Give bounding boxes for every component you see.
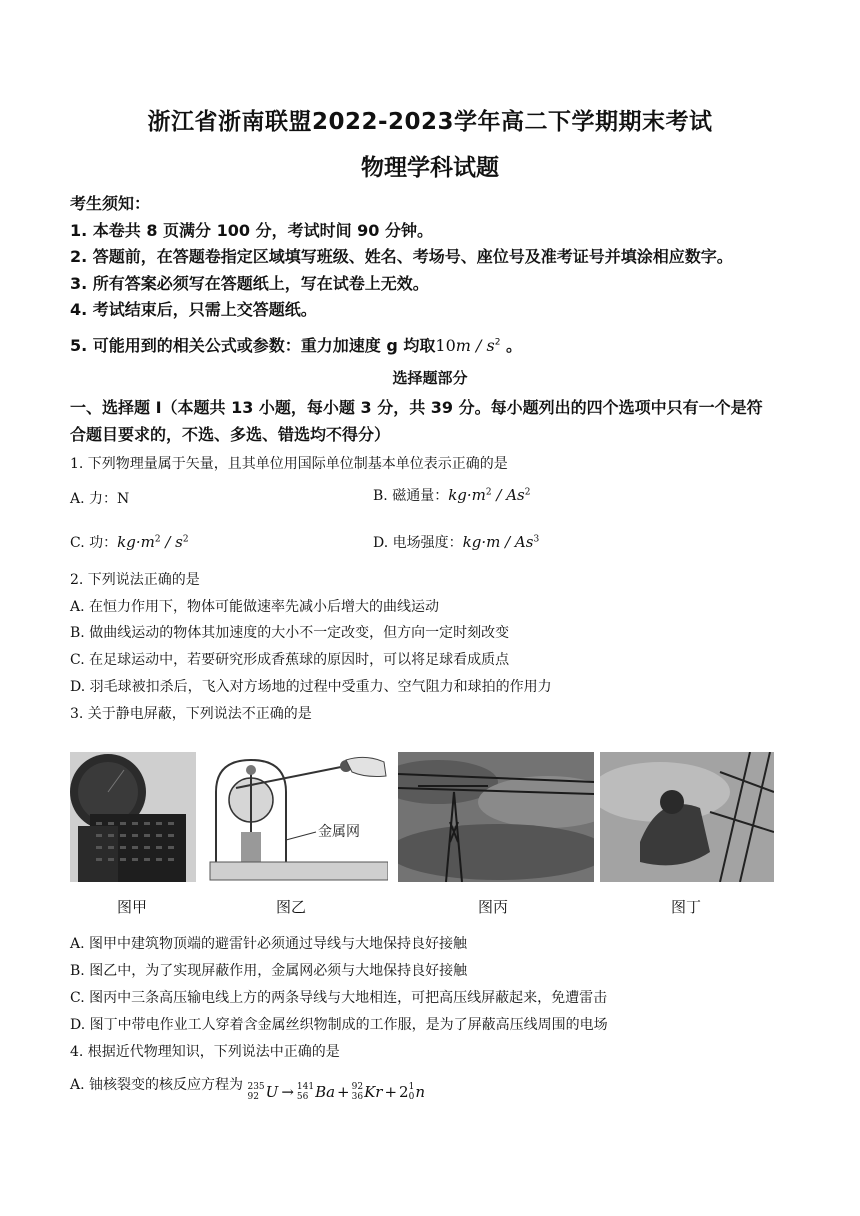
part1-line2: 合题目要求的，不选、多选、错选均不得分） bbox=[70, 425, 391, 444]
figure-jia-image bbox=[70, 752, 196, 882]
q3-stem: 3. 关于静电屏蔽，下列说法不正确的是 bbox=[70, 706, 312, 722]
q4-option-a: A. 铀核裂变的核反应方程为 235 92 U → 141 56 Ba + 92 36 Kr + 2 1 0 n bbox=[70, 1077, 425, 1102]
figure-label-ding: 图丁 bbox=[671, 898, 702, 916]
figure-label-yi: 图乙 bbox=[276, 898, 307, 916]
q3-option-d: D. 图丁中带电作业工人穿着含金属丝织物制成的工作服，是为了屏蔽高压线周围的电场 bbox=[70, 1017, 608, 1033]
figure-yi-image bbox=[206, 752, 388, 882]
q1-option-d: D. 电场强度：kg·m / As$^3$ bbox=[373, 533, 540, 551]
q1-option-a: A. 力：N bbox=[70, 491, 130, 507]
q2-stem: 2. 下列说法正确的是 bbox=[70, 572, 200, 588]
notice-item-4: 4. 考试结束后，只需上交答题纸。 bbox=[70, 300, 317, 319]
figure-label-bing: 图丙 bbox=[478, 898, 509, 916]
exam-subtitle: 物理学科试题 bbox=[361, 155, 499, 181]
q4-stem: 4. 根据近代物理知识，下列说法中正确的是 bbox=[70, 1044, 340, 1060]
exam-title: 浙江省浙南联盟2022-2023学年高二下学期期末考试 bbox=[147, 109, 713, 135]
q3-option-b: B. 图乙中，为了实现屏蔽作用，金属网必须与大地保持良好接触 bbox=[70, 963, 468, 979]
figure-bing-image bbox=[398, 752, 594, 882]
q2-option-c: C. 在足球运动中，若要研究形成香蕉球的原因时，可以将足球看成质点 bbox=[70, 652, 510, 668]
notice-item-5: 5. 可能用到的相关公式或参数：重力加速度 g 均取$10m / s^2$ 。 bbox=[70, 336, 523, 355]
notice-item-3: 3. 所有答案必须写在答题纸上，写在试卷上无效。 bbox=[70, 274, 429, 293]
q3-option-c: C. 图丙中三条高压输电线上方的两条导线与大地相连，可把高压线屏蔽起来，免遭雷击 bbox=[70, 990, 608, 1006]
figure-label-jia: 图甲 bbox=[117, 898, 148, 916]
q2-option-b: B. 做曲线运动的物体其加速度的大小不一定改变，但方向一定时刻改变 bbox=[70, 625, 510, 641]
section-title: 选择题部分 bbox=[392, 369, 468, 387]
q1-stem: 1. 下列物理量属于矢量，且其单位用国际单位制基本单位表示正确的是 bbox=[70, 456, 508, 472]
notice-item-2: 2. 答题前，在答题卷指定区域填写班级、姓名、考场号、座位号及准考证号并填涂相应数字。 bbox=[70, 247, 733, 266]
figure-ding-image bbox=[600, 752, 774, 882]
q1-option-b: B. 磁通量：$kg\cdot m^2 / As^2$ bbox=[373, 486, 531, 504]
notice-item-1: 1. 本卷共 8 页满分 100 分，考试时间 90 分钟。 bbox=[70, 221, 434, 240]
notice-heading: 考生须知： bbox=[70, 194, 151, 213]
q2-option-a: A. 在恒力作用下，物体可能做速率先减小后增大的曲线运动 bbox=[70, 599, 440, 615]
q2-option-d: D. 羽毛球被扣杀后，飞入对方场地的过程中受重力、空气阻力和球拍的作用力 bbox=[70, 679, 552, 695]
mesh-label: 金属网 bbox=[318, 824, 360, 840]
part1-line1: 一、选择题 I（本题共 13 小题，每小题 3 分，共 39 分。每小题列出的四个选项中只有一个是符 bbox=[70, 398, 763, 417]
q1-option-c: C. 功：$kg\cdot m^2 / s^2$ bbox=[70, 533, 189, 551]
q3-option-a: A. 图甲中建筑物顶端的避雷针必须通过导线与大地保持良好接触 bbox=[70, 936, 468, 952]
fission-equation: 235 92 U → 141 56 Ba + 92 36 Kr + 2 1 0 n bbox=[247, 1082, 425, 1102]
